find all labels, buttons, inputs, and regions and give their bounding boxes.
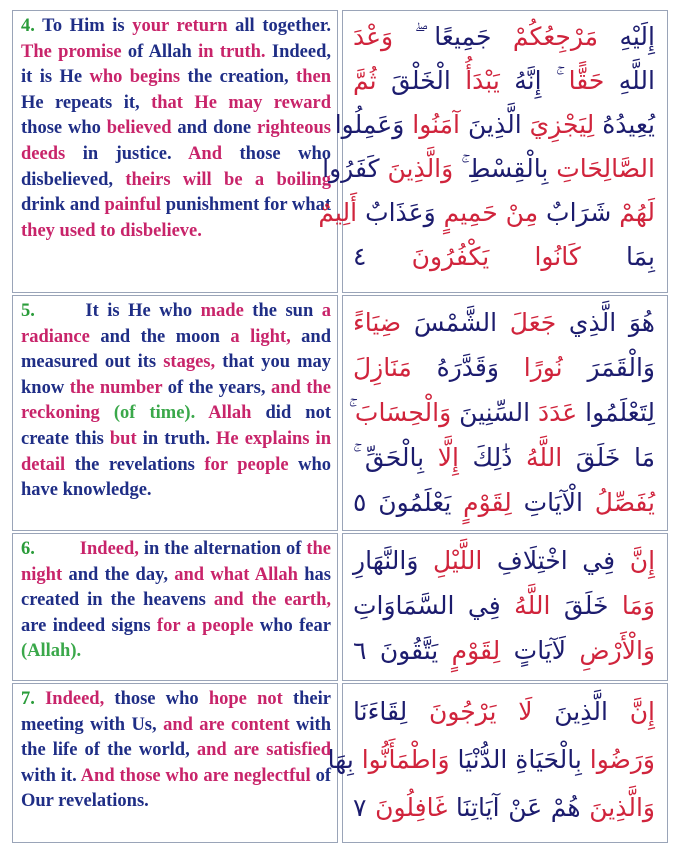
arabic-segment: وَالْأَرْضِ: [579, 636, 655, 665]
english-segment: Allah: [195, 403, 252, 424]
arabic-segment: اللَّهُ: [514, 591, 551, 620]
english-segment: for people: [204, 454, 289, 475]
arabic-segment: الشَّمْسَ: [401, 308, 510, 337]
english-segment: To Him is: [42, 16, 133, 36]
english-segment: and the earth,: [213, 590, 331, 611]
english-segment: has created in the heavens: [21, 564, 331, 611]
english-text: [21, 16, 331, 241]
english-segment: He repeats it,: [21, 92, 152, 113]
arabic-segment: جَمِيعًا ۖ: [393, 22, 513, 51]
arabic-segment: يَتَّقُونَ ٦: [353, 636, 452, 665]
arabic-segment: وَاطْمَأَنُّوا: [361, 745, 450, 774]
arabic-segment: مَرْجِعُكُمْ: [512, 22, 599, 51]
arabic-segment: اللَّهِ: [604, 66, 655, 95]
english-segment: drink and: [21, 195, 105, 216]
arabic-segment: مَا خَلَقَ: [562, 443, 655, 472]
arabic-line: [353, 300, 655, 345]
arabic-segment: يُعِيدُهُ: [594, 110, 655, 139]
arabic-line: [318, 191, 655, 235]
arabic-segment: هُوَ الَّذِي: [556, 308, 655, 337]
english-segment: but: [109, 428, 137, 449]
arabic-segment: الصَّالِحَاتِ: [556, 154, 655, 183]
english-segment: a radiance: [21, 301, 332, 347]
arabic-segment: الَّذِينَ: [532, 697, 630, 726]
english-segment: and the day,: [62, 564, 175, 585]
verse-number: 7.: [21, 689, 35, 709]
verse-number: 4.: [21, 16, 35, 36]
arabic-segment: أَلِيمٌ: [318, 198, 358, 227]
arabic-segment: فِي السَّمَاوَاتِ: [353, 591, 515, 620]
arabic-segment: نُورًا: [523, 353, 563, 382]
arabic-segment: يَعْلَمُونَ ٥: [353, 488, 464, 517]
arabic-line: [353, 480, 655, 525]
english-segment: in truth.: [136, 428, 217, 449]
arabic-segment: كَفَرُوا: [322, 154, 388, 183]
arabic-segment: بِالْحَيَاةِ الدُّنْيَا: [449, 745, 590, 774]
arabic-segment: بِالْقِسْطِ ۚ: [453, 154, 557, 183]
arabic-line: [322, 147, 655, 191]
verse-row-7: [12, 683, 668, 843]
english-segment: that He may reward: [151, 92, 331, 113]
english-segment: hope not: [208, 689, 283, 709]
arabic-segment: اللَّهُ: [525, 443, 563, 472]
english-segment: of the years,: [162, 377, 272, 398]
arabic-line: [327, 736, 655, 784]
arabic-segment: ٧: [353, 793, 376, 822]
arabic-segment: عَدَدَ: [538, 398, 578, 427]
arabic-segment: لَآيَاتٍ: [500, 636, 580, 665]
arabic-segment: ذَٰلِكَ: [458, 443, 526, 472]
arabic-segment: لِقَاءَنَا: [353, 697, 429, 726]
english-segment: who have knowledge.: [21, 454, 332, 501]
english-segment: The promise: [21, 41, 122, 62]
arabic-segment: يُفَصِّلُ: [594, 488, 655, 517]
arabic-segment: جَعَلَ: [509, 308, 557, 337]
english-segment: with the life of the world,: [21, 714, 332, 761]
english-text: [21, 539, 331, 661]
arabic-segment: غَافِلُونَ: [375, 793, 448, 822]
arabic-line: [353, 538, 655, 583]
english-segment: in truth.: [198, 41, 266, 62]
arabic-segment: آمَنُوا: [412, 110, 461, 139]
english-segment: and the moon: [89, 326, 231, 347]
english-segment: He explains in detail: [21, 428, 331, 475]
english-segment: and measured out its: [21, 326, 332, 373]
english-text: [21, 689, 331, 811]
arabic-segment: لَهُمْ: [619, 198, 655, 227]
arabic-line: [353, 628, 655, 673]
arabic-segment: حَقًّا: [568, 66, 605, 95]
english-translation-cell: [12, 683, 338, 843]
arabic-line: [353, 435, 655, 480]
english-segment: and what Allah: [174, 564, 298, 585]
english-translation-cell: [12, 533, 338, 681]
english-segment: and are satisfied: [196, 740, 331, 761]
english-segment: and the reckoning: [21, 377, 331, 424]
arabic-segment: إِلَّا: [437, 443, 459, 472]
arabic-line: [353, 15, 655, 59]
english-segment: Indeed,: [45, 689, 105, 709]
arabic-segment: اللَّيْلِ: [433, 546, 483, 575]
arabic-line: [348, 390, 655, 435]
arabic-segment: وَعْدَ: [353, 22, 394, 51]
arabic-segment: لِقَوْمٍ: [463, 488, 512, 517]
arabic-segment: السِّنِينَ: [451, 398, 539, 427]
arabic-segment: ۚ: [348, 398, 355, 427]
arabic-segment: شَرَابٌ: [538, 198, 620, 227]
arabic-line: [353, 345, 655, 390]
english-translation-cell: [12, 10, 338, 293]
arabic-segment: فِي اخْتِلَافِ: [482, 546, 630, 575]
arabic-segment: وَالَّذِينَ: [387, 154, 454, 183]
arabic-segment: وَمَا: [621, 591, 655, 620]
english-segment: that you may know: [21, 352, 331, 398]
english-segment: the revelations: [65, 454, 205, 475]
english-segment: punishment for what: [161, 195, 331, 216]
arabic-segment: لِيَجْزِيَ: [529, 110, 595, 139]
english-segment: And those who are neglectful: [80, 765, 311, 786]
english-segment: did not create this: [21, 403, 331, 449]
english-segment: the sun: [243, 301, 322, 321]
english-segment: all together.: [227, 16, 331, 36]
verse-number: 6.: [21, 539, 35, 559]
arabic-segment: الَّذِينَ: [460, 110, 530, 139]
english-segment: of Allah: [121, 41, 199, 62]
english-segment: believed: [106, 118, 172, 139]
english-segment: It is He who: [85, 301, 201, 321]
english-segment: who begins: [89, 67, 181, 88]
arabic-segment: وَعَمِلُوا: [334, 110, 413, 139]
arabic-line: [353, 235, 655, 279]
arabic-line: [353, 688, 655, 736]
arabic-segment: هُمْ عَنْ آيَاتِنَا: [447, 793, 590, 822]
verse-row-5: [12, 295, 668, 531]
english-segment: with it.: [21, 765, 81, 786]
arabic-segment: وَالَّذِينَ: [589, 793, 655, 822]
english-segment: theirs will be a boiling: [125, 169, 331, 190]
english-segment: righteous deeds: [21, 118, 331, 164]
arabic-segment: ۚ إِنَّهُ: [499, 66, 569, 95]
arabic-segment: وَالنَّهَارِ: [353, 546, 433, 575]
english-segment: are indeed signs: [21, 615, 157, 636]
english-segment: the night: [21, 539, 332, 585]
arabic-line: [353, 59, 655, 103]
english-segment: in the alternation of: [138, 539, 307, 559]
verse-number: 5.: [21, 301, 35, 321]
arabic-segment: الْخَلْقَ: [376, 66, 466, 95]
english-segment: the number: [69, 377, 163, 398]
arabic-segment: بِالْحَقِّ ۚ: [353, 443, 438, 472]
arabic-line: [334, 103, 655, 147]
english-segment: their meeting with Us,: [21, 689, 331, 735]
arabic-segment: لِقَوْمٍ: [451, 636, 501, 665]
english-segment: who fear: [253, 615, 331, 636]
arabic-segment: وَعَذَابٌ: [357, 198, 444, 227]
arabic-segment: الْآيَاتِ: [511, 488, 595, 517]
arabic-segment: خَلَقَ: [550, 591, 622, 620]
english-segment: those who: [104, 689, 209, 709]
english-segment: Indeed, it is He: [21, 41, 331, 88]
arabic-segment: وَالْحِسَابَ: [354, 398, 452, 427]
english-translation-cell: [12, 295, 338, 531]
english-segment: they used to disbelieve.: [21, 220, 202, 241]
arabic-text-cell: [342, 533, 668, 681]
arabic-segment: مَنَازِلَ: [353, 353, 412, 382]
english-segment: (of time).: [99, 403, 196, 424]
arabic-segment: ضِيَاءً: [353, 308, 402, 337]
arabic-segment: مِنْ حَمِيمٍ: [443, 198, 539, 227]
english-segment: Indeed,: [79, 539, 139, 559]
english-segment: in justice.: [65, 143, 189, 164]
english-segment: those who: [21, 118, 107, 139]
arabic-line: [353, 784, 655, 832]
english-segment: then: [296, 67, 331, 88]
english-segment: made: [200, 301, 244, 321]
arabic-segment: ٤: [353, 242, 412, 271]
arabic-segment: إِلَيْهِ: [598, 22, 655, 51]
english-segment: a light,: [230, 326, 291, 347]
english-segment: and are content: [163, 714, 290, 735]
arabic-segment: كَانُوا يَكْفُرُونَ: [411, 242, 581, 271]
english-segment: for a people: [156, 615, 254, 636]
arabic-segment: بِمَا: [580, 242, 655, 271]
arabic-segment: بِهَا: [327, 745, 362, 774]
arabic-segment: يَبْدَأُ: [465, 66, 500, 95]
arabic-segment: وَقَدَّرَهُ: [411, 353, 524, 382]
arabic-text-cell: [342, 295, 668, 531]
english-segment: stages,: [163, 352, 216, 373]
english-segment: and done: [171, 118, 257, 139]
arabic-segment: لِتَعْلَمُوا: [577, 398, 655, 427]
arabic-segment: وَالْقَمَرَ: [562, 353, 655, 382]
english-segment: the creation,: [180, 67, 297, 88]
english-segment: painful: [104, 195, 161, 216]
arabic-segment: إِنَّ: [629, 546, 656, 575]
english-segment: (Allah).: [21, 641, 82, 662]
arabic-segment: إِنَّ: [629, 697, 655, 726]
english-segment: of Our revelations.: [21, 765, 331, 812]
english-segment: those who disbelieved,: [21, 143, 331, 190]
english-segment: And: [188, 143, 223, 164]
arabic-segment: وَرَضُوا: [589, 745, 655, 774]
verse-row-4: [12, 10, 668, 293]
arabic-segment: لَا يَرْجُونَ: [428, 697, 533, 726]
arabic-text-cell: [318, 10, 668, 293]
arabic-line: [353, 583, 655, 628]
english-text: [21, 301, 331, 500]
arabic-segment: ثُمَّ: [353, 66, 377, 95]
verse-row-6: [12, 533, 668, 681]
arabic-text-cell: [327, 683, 668, 843]
english-segment: your return: [132, 16, 228, 36]
